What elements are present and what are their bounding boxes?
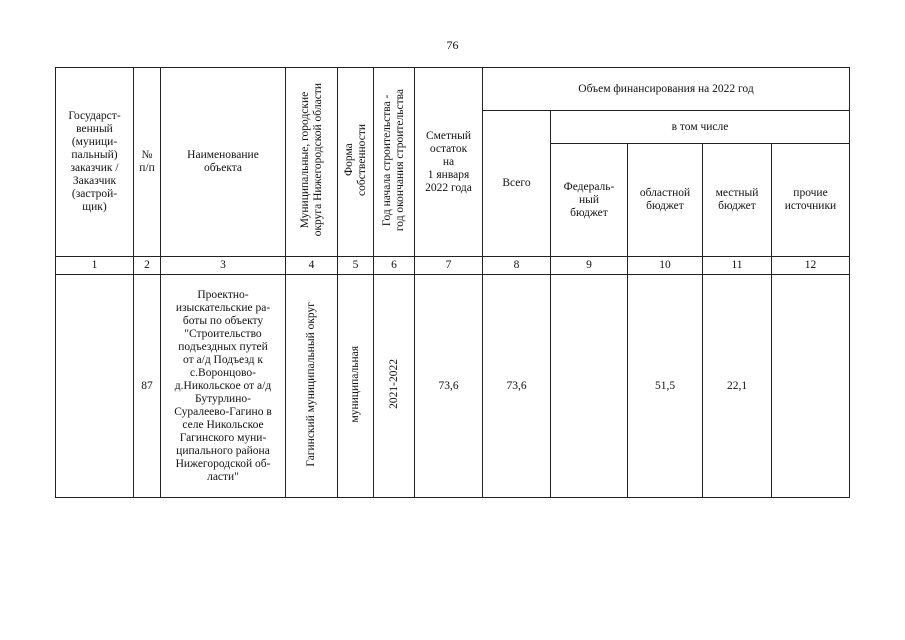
header-name: Наименование объекта	[161, 68, 286, 257]
cell-federal	[551, 275, 628, 498]
col-number: 10	[628, 257, 703, 275]
cell-customer	[56, 275, 134, 498]
col-number: 9	[551, 257, 628, 275]
cell-estimate: 73,6	[415, 275, 483, 498]
header-total: Всего	[483, 111, 551, 257]
col-number: 7	[415, 257, 483, 275]
col-number: 6	[374, 257, 415, 275]
header-estimate: Сметный остаток на 1 января 2022 года	[415, 68, 483, 257]
header-regional: областной бюджет	[628, 144, 703, 257]
cell-regional: 51,5	[628, 275, 703, 498]
header-federal: Федераль- ный бюджет	[551, 144, 628, 257]
header-local: местный бюджет	[703, 144, 772, 257]
col-number: 1	[56, 257, 134, 275]
col-number: 5	[338, 257, 374, 275]
cell-years: 2021-2022	[374, 275, 415, 498]
header-num: № п/п	[134, 68, 161, 257]
header-years: Год начала строительства - год окончания строительства	[374, 68, 415, 257]
header-ownership: Форма собственности	[338, 68, 374, 257]
financing-table	[55, 67, 850, 498]
cell-other	[772, 275, 850, 498]
header-customer: Государст- венный (муници- пальный) заказчик / Заказчик (застрой- щик)	[56, 68, 134, 257]
cell-total: 73,6	[483, 275, 551, 498]
col-number: 12	[772, 257, 850, 275]
cell-num: 87	[134, 275, 161, 498]
cell-ownership: муниципальная	[338, 275, 374, 498]
col-number: 2	[134, 257, 161, 275]
header-municipality: Муниципальные, городские округа Нижегородской области	[286, 68, 338, 257]
column-numbers-row	[56, 257, 850, 275]
cell-name: Проектно- изыскательские ра- боты по объекту "Строительство подъездных путей от а/д Подъезд к с.Воронцово- д.Никольское от а/д Бутурлино- Суралеево-Гагино в селе Никольское Гагинского муни- ципального района Нижегородской об- ласти"	[161, 275, 286, 498]
col-number: 4	[286, 257, 338, 275]
header-including: в том числе	[551, 111, 850, 144]
page-number: 76	[446, 38, 459, 52]
header-financing: Объем финансирования на 2022 год	[483, 68, 850, 111]
header-other: прочие источники	[772, 144, 850, 257]
col-number: 3	[161, 257, 286, 275]
cell-municipality: Гагинский муниципальный округ	[286, 275, 338, 498]
col-number: 11	[703, 257, 772, 275]
table-row	[56, 275, 850, 498]
cell-local: 22,1	[703, 275, 772, 498]
col-number: 8	[483, 257, 551, 275]
